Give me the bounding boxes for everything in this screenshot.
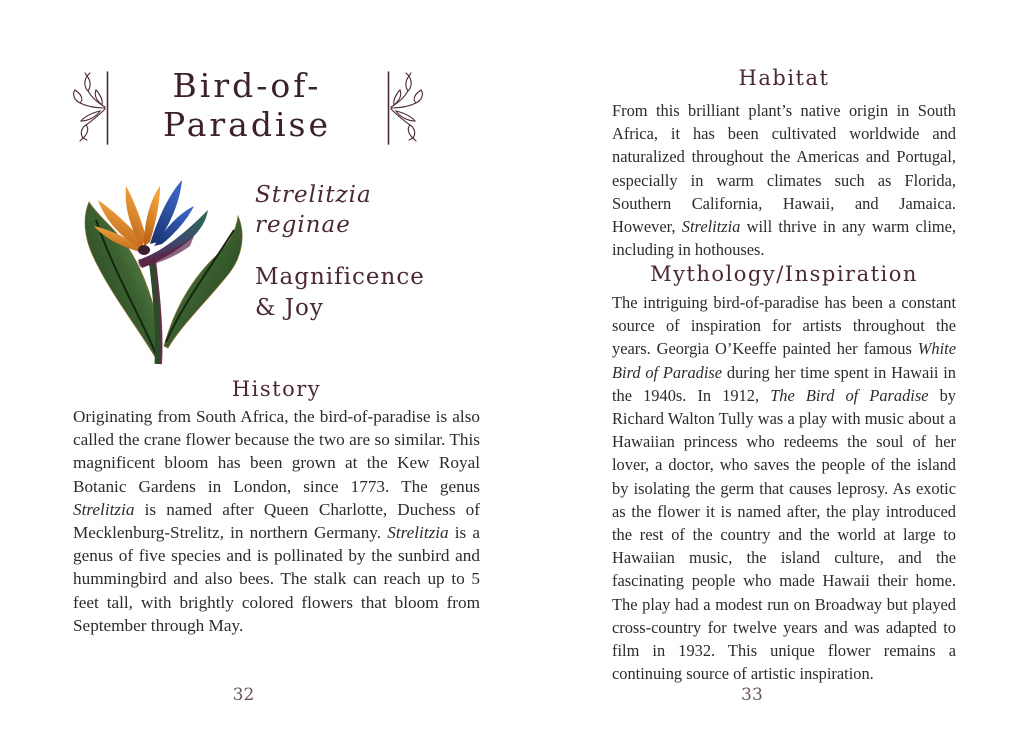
section-heading-history: History bbox=[231, 377, 322, 401]
page-number-left: 32 bbox=[232, 685, 255, 705]
flower-symbolism-line2: & Joy bbox=[255, 295, 324, 321]
floral-sprig-icon bbox=[384, 70, 424, 146]
latin-name-line2: reginae bbox=[255, 212, 351, 238]
latin-name bbox=[255, 180, 372, 240]
history-paragraph: Originating from South Africa, the bird-of-paradise is also called the crane flower because the two are so similar. This magnificent bloom has been grown at the Kew Royal Botanic Gardens in London, since 1773. The genus Strelitzia is named after Queen Charlotte, Duchess of Mecklenburg-Strelitz, in northern Germany. Strelitzia is a genus of five species and is pollinated by the sunbird and hummingbird and also bees. The stalk can reach up to 5 feet tall, with brightly colored flowers that bloom from September through May. bbox=[73, 407, 480, 635]
bird-of-paradise-illustration bbox=[66, 162, 256, 372]
page-right bbox=[512, 0, 1024, 731]
chapter-title bbox=[112, 66, 382, 144]
page-number-right: 33 bbox=[741, 685, 763, 705]
floral-ornament-left bbox=[72, 70, 112, 151]
section-heading-habitat: Habitat bbox=[738, 66, 830, 90]
habitat-paragraph: From this brilliant plant’s native origin in South Africa, it has been cultivated worldwide and naturalized throughout the Americas and Portugal, especially in warm climates such as Florida, Southern California, Hawaii, and Jamaica. However, Strelitzia will thrive in any warm clime, including in hothouses. bbox=[612, 101, 956, 260]
floral-ornament-right bbox=[384, 70, 424, 151]
section-heading-mythology: Mythology/Inspiration bbox=[650, 262, 918, 286]
latin-name-line1: Strelitzia bbox=[255, 182, 372, 208]
chapter-title-line2: Paradise bbox=[163, 105, 331, 144]
flower-symbolism-line1: Magnificence bbox=[255, 264, 425, 290]
floral-sprig-icon bbox=[72, 70, 112, 146]
chapter-title-line1: Bird-of- bbox=[172, 66, 322, 105]
bird-of-paradise-flower-icon bbox=[66, 162, 256, 367]
mythology-paragraph: The intriguing bird-of-paradise has been a constant source of inspiration for artists throughout the years. Georgia O’Keeffe painted her famous White Bird of Paradise during her time spent in Hawaii in the 1940s. In 1912, The Bird of Paradise by Richard Walton Tully was a play with music about a Hawaiian princess who redeems the soul of her lover, a doctor, who saves the people of the island by isolating the germ that causes leprosy. As exotic as the flower it is named after, the play introduced the rest of the country and the world at large to Hawaiian music, the island culture, and the fascinating people who made Hawaii their home. The play had a modest run on Broadway but played cross-country for twelve years and was adapted to film in 1932. This unique flower remains a continuing source of artistic inspiration. bbox=[612, 293, 956, 684]
flower-symbolism bbox=[255, 262, 425, 324]
